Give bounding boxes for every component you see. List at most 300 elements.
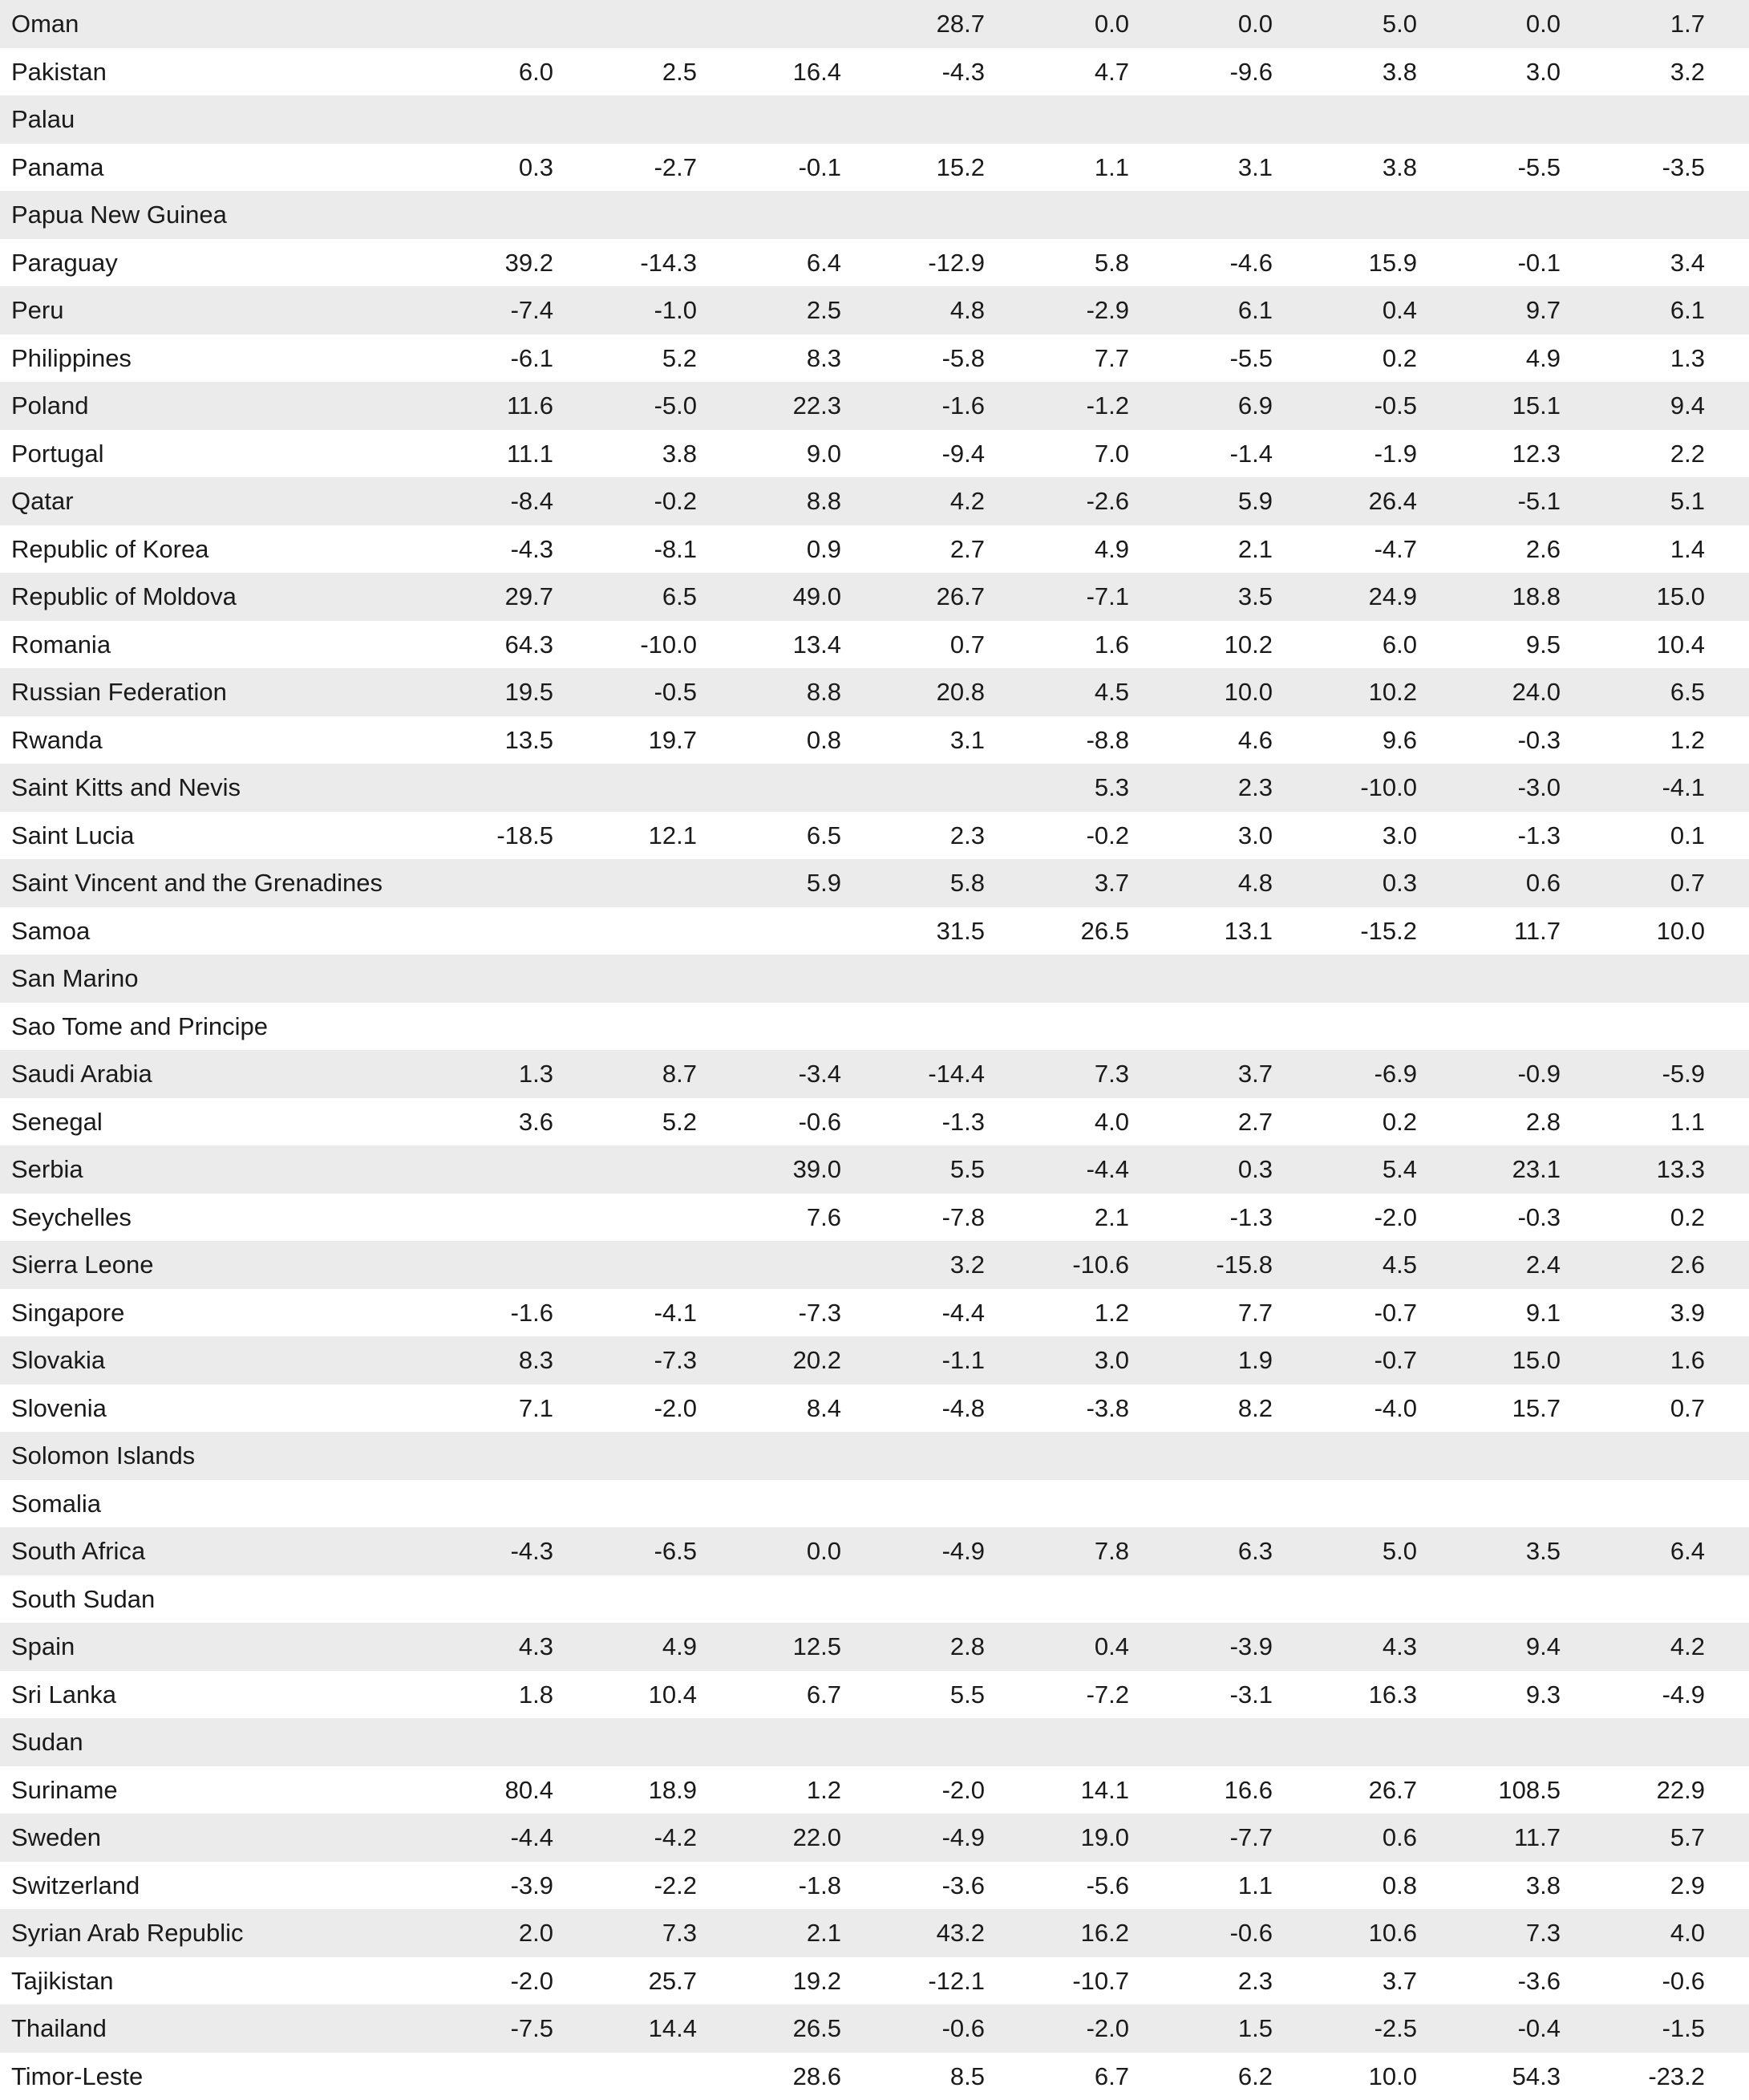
country-name: Republic of Korea [11,525,209,574]
value-cell [1136,95,1273,144]
value-cell: -0.4 [1424,2005,1561,2053]
value-cell: 4.2 [1569,1623,1705,1671]
value-cell: 3.1 [848,716,985,764]
value-cell [848,1432,985,1480]
table-row [0,1432,1749,1480]
value-cell: 8.8 [705,668,841,716]
value-cell: 8.4 [705,1384,841,1433]
value-cell [1136,1432,1273,1480]
value-cell: 26.4 [1281,477,1417,525]
value-cell: 12.3 [1424,430,1561,478]
value-cell: 1.6 [993,621,1129,669]
value-cell: 0.0 [993,0,1129,48]
value-cell: 2.5 [705,286,841,334]
value-cell: 4.0 [993,1098,1129,1146]
value-cell [993,955,1129,1003]
country-name: Senegal [11,1098,103,1146]
value-cell: 9.1 [1424,1289,1561,1337]
value-cell: 8.5 [848,2053,985,2100]
value-cell [705,1480,841,1528]
value-cell [1281,1432,1417,1480]
table-row [0,1575,1749,1624]
value-cell: 1.1 [1569,1098,1705,1146]
value-cell: -4.9 [848,1527,985,1575]
value-cell: -23.2 [1569,2053,1705,2100]
value-cell: 6.3 [1136,1527,1273,1575]
value-cell: 2.7 [1136,1098,1273,1146]
value-cell [561,1480,697,1528]
value-cell [848,1003,985,1051]
value-cell [705,1432,841,1480]
country-name: Oman [11,0,79,48]
value-cell: 1.1 [1136,1862,1273,1910]
value-cell: 4.5 [993,668,1129,716]
table-row [0,286,1749,334]
value-cell: 11.1 [417,430,553,478]
value-cell: 15.2 [848,144,985,192]
value-cell: 19.7 [561,716,697,764]
value-cell: 8.3 [417,1336,553,1384]
value-cell: 29.7 [417,573,553,621]
country-name: Slovenia [11,1384,107,1433]
country-name: Sri Lanka [11,1671,116,1719]
value-cell: -8.8 [993,716,1129,764]
value-cell [705,191,841,239]
value-cell: 9.3 [1424,1671,1561,1719]
value-cell [848,191,985,239]
table-row [0,1814,1749,1862]
value-cell [993,1480,1129,1528]
value-cell: 8.7 [561,1050,697,1098]
value-cell: 5.8 [993,239,1129,287]
value-cell: 0.9 [705,525,841,574]
value-cell: 0.4 [1281,286,1417,334]
country-name: Romania [11,621,111,669]
value-cell: 13.4 [705,621,841,669]
value-cell: -0.3 [1424,1194,1561,1242]
value-cell: -2.7 [561,144,697,192]
country-name: Singapore [11,1289,124,1337]
value-cell: 5.2 [561,1098,697,1146]
value-cell: 26.7 [848,573,985,621]
value-cell: 15.0 [1424,1336,1561,1384]
value-cell: 7.8 [993,1527,1129,1575]
value-cell: 108.5 [1424,1766,1561,1814]
value-cell [993,191,1129,239]
value-cell [417,859,553,907]
value-cell: 4.8 [1136,859,1273,907]
value-cell: -6.5 [561,1527,697,1575]
value-cell [417,95,553,144]
value-cell [1424,1575,1561,1624]
value-cell: 6.4 [1569,1527,1705,1575]
value-cell: -7.1 [993,573,1129,621]
country-name: Syrian Arab Republic [11,1909,244,1957]
value-cell: 13.1 [1136,907,1273,955]
value-cell: 2.1 [993,1194,1129,1242]
table-row [0,573,1749,621]
value-cell: -6.1 [417,334,553,383]
value-cell: 3.8 [1424,1862,1561,1910]
value-cell: -4.3 [417,525,553,574]
country-name: Timor-Leste [11,2053,143,2100]
value-cell: 15.1 [1424,382,1561,430]
value-cell [561,1145,697,1194]
value-cell: -7.5 [417,2005,553,2053]
value-cell: 11.6 [417,382,553,430]
value-cell: -8.1 [561,525,697,574]
value-cell [1569,1575,1705,1624]
value-cell: 0.3 [417,144,553,192]
value-cell: 64.3 [417,621,553,669]
value-cell: 6.1 [1569,286,1705,334]
value-cell [705,1241,841,1289]
value-cell: 2.8 [848,1623,985,1671]
value-cell: 39.0 [705,1145,841,1194]
value-cell: 6.7 [993,2053,1129,2100]
value-cell: -3.5 [1569,144,1705,192]
country-name: San Marino [11,955,139,1003]
value-cell [848,1718,985,1766]
country-name: Russian Federation [11,668,227,716]
value-cell: -1.3 [1424,812,1561,860]
value-cell: 6.4 [705,239,841,287]
value-cell: 9.5 [1424,621,1561,669]
value-cell: 24.0 [1424,668,1561,716]
value-cell [561,859,697,907]
value-cell: -4.4 [993,1145,1129,1194]
value-cell [1136,1003,1273,1051]
value-cell: -5.5 [1136,334,1273,383]
value-cell: 6.5 [1569,668,1705,716]
value-cell: 7.6 [705,1194,841,1242]
value-cell: 7.1 [417,1384,553,1433]
value-cell: 2.4 [1424,1241,1561,1289]
value-cell: 20.2 [705,1336,841,1384]
value-cell: 19.2 [705,1957,841,2005]
country-name: Peru [11,286,63,334]
value-cell: 25.7 [561,1957,697,2005]
value-cell: 4.2 [848,477,985,525]
value-cell: 3.2 [848,1241,985,1289]
value-cell: 26.5 [993,907,1129,955]
value-cell: 19.5 [417,668,553,716]
value-cell: -2.5 [1281,2005,1417,2053]
value-cell [417,1718,553,1766]
value-cell: 0.8 [1281,1862,1417,1910]
value-cell: -1.8 [705,1862,841,1910]
value-cell: 1.1 [993,144,1129,192]
value-cell: 24.9 [1281,573,1417,621]
country-name: Papua New Guinea [11,191,227,239]
value-cell: 1.6 [1569,1336,1705,1384]
value-cell: 2.5 [561,48,697,96]
value-cell: -0.5 [1281,382,1417,430]
value-cell: -12.9 [848,239,985,287]
value-cell [1281,1718,1417,1766]
table-row [0,1766,1749,1814]
value-cell: -0.2 [561,477,697,525]
value-cell [705,955,841,1003]
value-cell: -3.9 [1136,1623,1273,1671]
value-cell [1136,1480,1273,1528]
value-cell [1281,1480,1417,1528]
value-cell: -4.4 [417,1814,553,1862]
value-cell [705,1718,841,1766]
value-cell: -2.0 [1281,1194,1417,1242]
value-cell: 1.2 [993,1289,1129,1337]
value-cell: 54.3 [1424,2053,1561,2100]
value-cell [705,1003,841,1051]
table-row [0,525,1749,574]
value-cell: 8.8 [705,477,841,525]
value-cell: 7.7 [993,334,1129,383]
value-cell: -4.0 [1281,1384,1417,1433]
value-cell: -15.2 [1281,907,1417,955]
value-cell: -0.3 [1424,716,1561,764]
value-cell: 22.3 [705,382,841,430]
value-cell: 39.2 [417,239,553,287]
value-cell: 15.9 [1281,239,1417,287]
value-cell: 3.5 [1136,573,1273,621]
country-name: Serbia [11,1145,83,1194]
value-cell: 1.5 [1136,2005,1273,2053]
value-cell: -1.6 [848,382,985,430]
value-cell: -1.2 [993,382,1129,430]
value-cell: -0.7 [1281,1289,1417,1337]
value-cell: -4.8 [848,1384,985,1433]
value-cell: -2.0 [993,2005,1129,2053]
country-name: Saint Vincent and the Grenadines [11,859,383,907]
value-cell [1569,1432,1705,1480]
value-cell: -12.1 [848,1957,985,2005]
value-cell: -5.1 [1424,477,1561,525]
value-cell: -0.2 [993,812,1129,860]
country-name: Saint Kitts and Nevis [11,764,241,812]
value-cell: 14.1 [993,1766,1129,1814]
value-cell: 0.0 [1424,0,1561,48]
value-cell [561,955,697,1003]
value-cell: -10.6 [993,1241,1129,1289]
value-cell [561,0,697,48]
value-cell [1281,1575,1417,1624]
value-cell: 6.1 [1136,286,1273,334]
country-name: Sierra Leone [11,1241,154,1289]
value-cell: -2.0 [848,1766,985,1814]
value-cell [417,955,553,1003]
value-cell: 22.0 [705,1814,841,1862]
table-row [0,1194,1749,1242]
value-cell: 1.2 [1569,716,1705,764]
value-cell [417,191,553,239]
value-cell: 5.3 [993,764,1129,812]
country-name: Sao Tome and Principe [11,1003,268,1051]
country-name: Panama [11,144,103,192]
value-cell: 28.7 [848,0,985,48]
table-row [0,1384,1749,1433]
value-cell: 11.7 [1424,1814,1561,1862]
value-cell: 26.7 [1281,1766,1417,1814]
value-cell: 0.2 [1569,1194,1705,1242]
value-cell [1136,955,1273,1003]
value-cell: -15.8 [1136,1241,1273,1289]
value-cell: 9.4 [1424,1623,1561,1671]
value-cell: 3.0 [993,1336,1129,1384]
country-name: Solomon Islands [11,1432,195,1480]
value-cell: 13.5 [417,716,553,764]
value-cell: -2.0 [561,1384,697,1433]
table-row [0,1671,1749,1719]
value-cell: 9.7 [1424,286,1561,334]
table-row [0,1098,1749,1146]
value-cell: 3.6 [417,1098,553,1146]
value-cell: 18.9 [561,1766,697,1814]
country-name: Somalia [11,1480,101,1528]
value-cell: -14.4 [848,1050,985,1098]
table-row [0,1909,1749,1957]
value-cell: -3.6 [848,1862,985,1910]
table-row [0,764,1749,812]
value-cell: 4.8 [848,286,985,334]
value-cell: 1.8 [417,1671,553,1719]
value-cell: 12.1 [561,812,697,860]
value-cell: -0.1 [1424,239,1561,287]
value-cell: -7.8 [848,1194,985,1242]
value-cell: 2.3 [1136,764,1273,812]
value-cell: 6.7 [705,1671,841,1719]
value-cell [1281,1003,1417,1051]
value-cell: 16.6 [1136,1766,1273,1814]
value-cell: 0.7 [1569,1384,1705,1433]
value-cell: 6.9 [1136,382,1273,430]
value-cell [1424,95,1561,144]
value-cell: -18.5 [417,812,553,860]
value-cell: 18.8 [1424,573,1561,621]
value-cell: 9.4 [1569,382,1705,430]
value-cell: 1.3 [417,1050,553,1098]
value-cell: -7.3 [705,1289,841,1337]
value-cell: -0.5 [561,668,697,716]
value-cell [705,1575,841,1624]
table-row [0,1336,1749,1384]
value-cell: 0.6 [1424,859,1561,907]
value-cell: 5.2 [561,334,697,383]
value-cell [561,1194,697,1242]
value-cell: 13.3 [1569,1145,1705,1194]
value-cell [705,764,841,812]
value-cell: 3.0 [1136,812,1273,860]
value-cell: 8.3 [705,334,841,383]
value-cell: 3.0 [1281,812,1417,860]
value-cell [1424,955,1561,1003]
value-cell: -5.9 [1569,1050,1705,1098]
value-cell [561,1432,697,1480]
table-row [0,1241,1749,1289]
value-cell: -2.0 [417,1957,553,2005]
value-cell: 4.3 [417,1623,553,1671]
country-name: South Sudan [11,1575,155,1624]
value-cell [417,0,553,48]
value-cell: 5.9 [1136,477,1273,525]
table-row [0,621,1749,669]
value-cell: -0.9 [1424,1050,1561,1098]
value-cell: 2.6 [1424,525,1561,574]
table-row [0,2005,1749,2053]
value-cell: 5.1 [1569,477,1705,525]
value-cell: -4.1 [561,1289,697,1337]
value-cell: 0.4 [993,1623,1129,1671]
value-cell: 6.0 [1281,621,1417,669]
value-cell: 3.8 [1281,144,1417,192]
value-cell: 5.9 [705,859,841,907]
table-row [0,95,1749,144]
value-cell: 7.3 [993,1050,1129,1098]
value-cell: -3.9 [417,1862,553,1910]
table-row [0,477,1749,525]
value-cell: 4.0 [1569,1909,1705,1957]
value-cell: -1.0 [561,286,697,334]
value-cell: 3.8 [1281,48,1417,96]
value-cell: 0.0 [1136,0,1273,48]
value-cell [1424,191,1561,239]
value-cell [1569,1480,1705,1528]
value-cell: -14.3 [561,239,697,287]
value-cell: 3.7 [993,859,1129,907]
value-cell: -3.0 [1424,764,1561,812]
value-cell: 0.2 [1281,1098,1417,1146]
value-cell: -1.1 [848,1336,985,1384]
value-cell: 2.2 [1569,430,1705,478]
table-row [0,1862,1749,1910]
value-cell [417,764,553,812]
value-cell: 5.4 [1281,1145,1417,1194]
value-cell [417,1432,553,1480]
value-cell: 4.6 [1136,716,1273,764]
table-row [0,1050,1749,1098]
value-cell: -1.9 [1281,430,1417,478]
value-cell: 6.5 [705,812,841,860]
value-cell: -4.2 [561,1814,697,1862]
value-cell: 7.3 [561,1909,697,1957]
value-cell: -3.1 [1136,1671,1273,1719]
value-cell: 2.3 [848,812,985,860]
table-row [0,812,1749,860]
value-cell: 2.7 [848,525,985,574]
value-cell: 0.1 [1569,812,1705,860]
value-cell: 2.6 [1569,1241,1705,1289]
table-row [0,1527,1749,1575]
table-row [0,144,1749,192]
value-cell [417,1480,553,1528]
value-cell: 4.9 [561,1623,697,1671]
value-cell: 5.8 [848,859,985,907]
table-row [0,2053,1749,2100]
value-cell: -7.3 [561,1336,697,1384]
value-cell: 1.7 [1569,0,1705,48]
value-cell: 7.0 [993,430,1129,478]
value-cell: 10.0 [1569,907,1705,955]
value-cell: 4.7 [993,48,1129,96]
value-cell [1569,955,1705,1003]
value-cell: -0.7 [1281,1336,1417,1384]
country-name: Spain [11,1623,75,1671]
value-cell: 19.0 [993,1814,1129,1862]
value-cell: 7.3 [1424,1909,1561,1957]
value-cell: 2.0 [417,1909,553,1957]
value-cell: 16.2 [993,1909,1129,1957]
value-cell: 6.5 [561,573,697,621]
value-cell: -2.9 [993,286,1129,334]
